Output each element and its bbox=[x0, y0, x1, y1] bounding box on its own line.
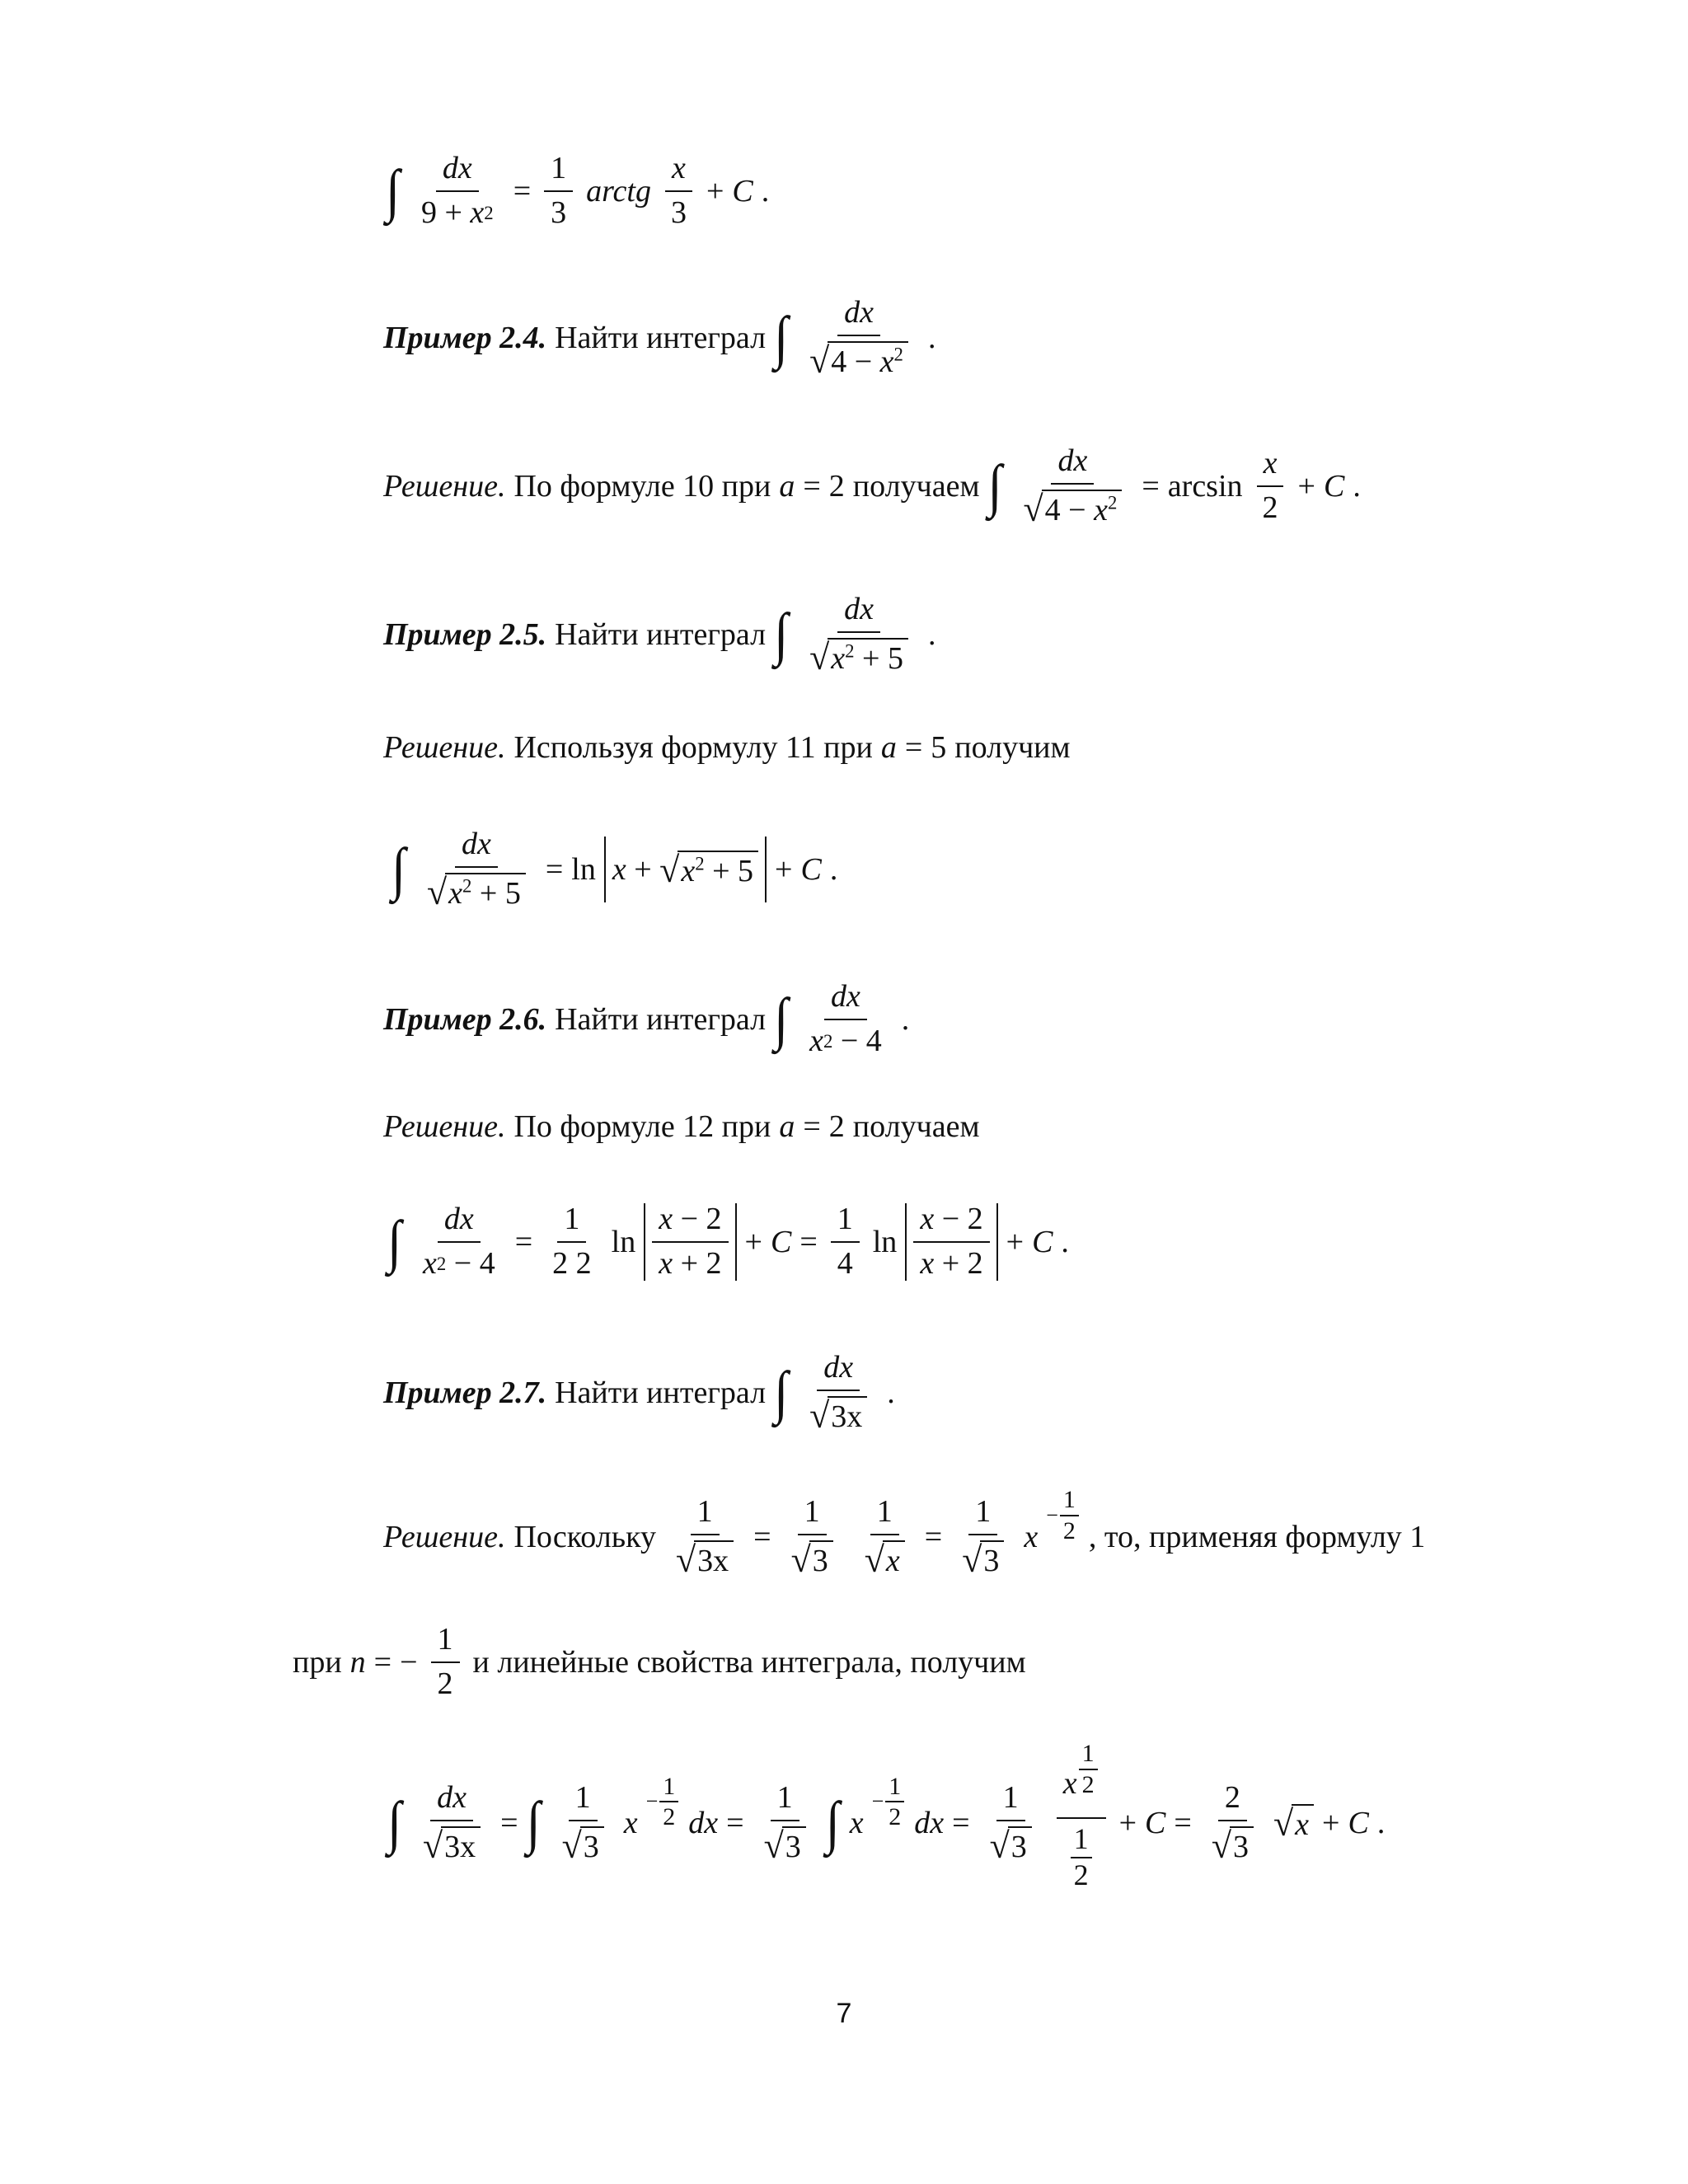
example-2-6: Пример 2.6. Найти интеграл ∫ dx x 2 − 4 . bbox=[383, 979, 910, 1058]
example-2-7: Пример 2.7. Найти интеграл ∫ dx √ 3x . bbox=[383, 1350, 895, 1436]
solution-2-6: Решение. По формуле 12 при a = 2 получаем bbox=[383, 1109, 980, 1144]
solution-label: Решение. bbox=[383, 468, 506, 504]
formula-ln-2-6: ∫ dx x 2 − 4 = 1 2 2 ln x − 2 x + 2 + C = $\frac{1}{4}$ ln x − 2 x + 2 + C . bbox=[387, 1202, 1069, 1281]
example-label: Пример 2.4. bbox=[383, 320, 547, 355]
solution-2-4: Решение. По формуле 10 при a = 2 получаем ∫ dx √ $4 - x^2$ = arcsin $\frac{x}{2}$ + C . bbox=[383, 443, 1361, 529]
integral-sign: ∫ bbox=[386, 158, 400, 223]
page-number: 7 bbox=[836, 1998, 852, 2029]
fraction: dx 9 + x 2 bbox=[420, 151, 494, 230]
solution-2-7: Решение. Поскольку 1 √ 3x = 1 √ 3 1 √ x = 1 √ 3 x − $\frac{1}{2}$ , то, применяя формулу 1 bbox=[383, 1486, 1426, 1580]
example-2-4: Пример 2.4. Найти интеграл ∫ dx √ $4 - x^2$ . bbox=[383, 295, 936, 381]
example-2-5: Пример 2.5. Найти интеграл ∫ dx √ $x^2 + 5$ . bbox=[383, 592, 936, 677]
formula-arctg: ∫ dx 9 + x 2 = $\frac{1}{3}$ arctg $\frac{x}{3}$ + C . bbox=[386, 151, 770, 230]
line-n: при n = − $\frac{1}{2}$ и линейные свойства интеграла, получим bbox=[293, 1622, 1026, 1701]
solution-2-5: Решение. Используя формулу 11 при a = 5 получим bbox=[383, 730, 1071, 765]
formula-ln-2-5: ∫ dx √ $x^2 + 5$ = ln x + √ $x^2 + 5$ + C . bbox=[392, 827, 838, 912]
fraction: $\frac{x}{3}$ bbox=[664, 152, 693, 230]
formula-final: ∫ dx √ 3x = ∫ 1 √ 3 x − $\frac{1}{2}$ dx = 1 √ 3 ∫ x − $\frac{1}{2}$ dx = 1 √ 3 x $\frac{1}{2}$ $\frac{1}{2}$ + C = 2 √ 3 √ x + C . bbox=[387, 1740, 1386, 1891]
fraction: $\frac{1}{3}$ bbox=[544, 152, 573, 230]
